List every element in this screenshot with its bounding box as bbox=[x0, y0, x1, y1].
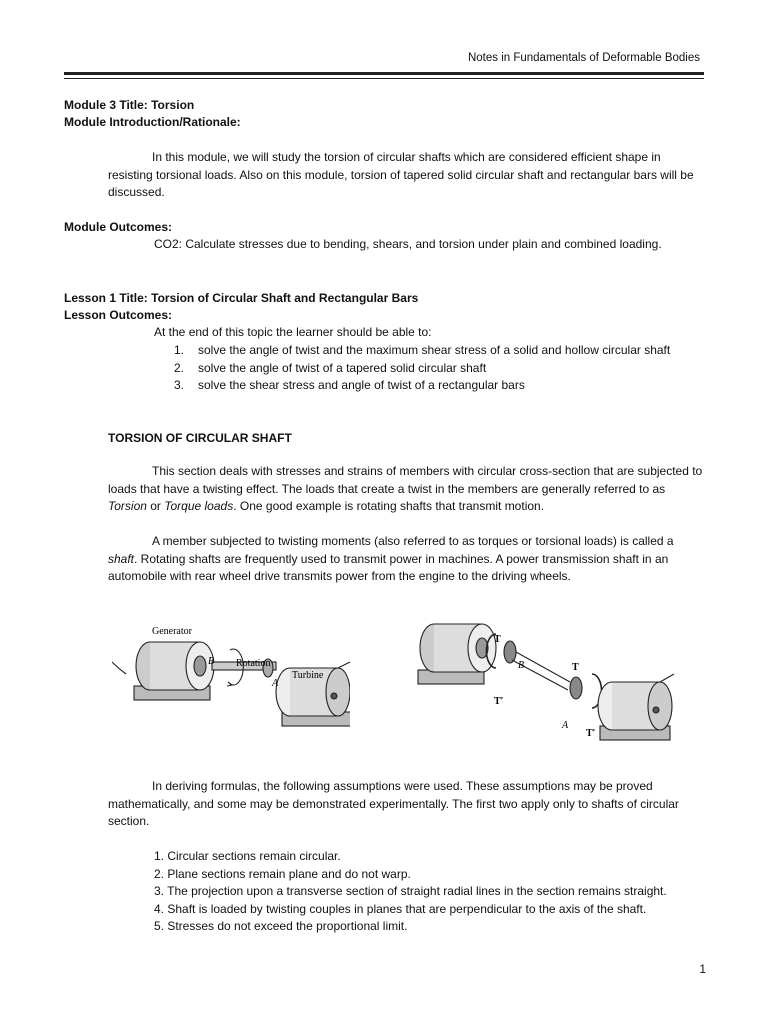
list-item: 1. Circular sections remain circular. bbox=[154, 849, 341, 863]
label-rotation: Rotation bbox=[236, 658, 271, 669]
lesson-outcome-list bbox=[174, 342, 670, 395]
term-torque-loads: Torque loads bbox=[164, 499, 234, 514]
list-item: 3. solve the shear stress and angle of twist of a rectangular bars bbox=[174, 378, 525, 392]
assumption-list bbox=[154, 848, 667, 936]
paragraph-torsion-intro: This section deals with stresses and strains of members with circular cross-section that are subjected to loads that have a twisting effect. The loads that create a twist in the members are generally referred to as Torsion or Torque loads. One good example is rotating shafts that transmit motion. bbox=[108, 464, 703, 514]
header-rule-thin bbox=[64, 78, 704, 79]
term-torsion: Torsion bbox=[108, 499, 147, 514]
label-torque-t1-prime: T′ bbox=[494, 696, 504, 707]
list-item: 5. Stresses do not exceed the proportional limit. bbox=[154, 919, 408, 933]
module-intro-heading: Module Introduction/Rationale: bbox=[64, 115, 241, 129]
header-rule-thick bbox=[64, 72, 704, 75]
label-b: B bbox=[208, 656, 215, 667]
module-intro-text: In this module, we will study the torsion of circular shafts which are considered efficient shape in resisting torsional loads. Also on this module, torsion of tapered solid circular shaft and rectangular bars will be discussed. bbox=[108, 150, 694, 200]
page-number: 1 bbox=[699, 962, 706, 976]
module-outcome-co2: CO2: Calculate stresses due to bending, shears, and torsion under plain and combined loading. bbox=[154, 237, 662, 251]
applied-torque-figure bbox=[412, 612, 684, 754]
label-torque-t2: T bbox=[572, 662, 579, 673]
label-torque-t2-prime: T′ bbox=[586, 728, 596, 739]
label-a: A bbox=[272, 678, 279, 689]
label-generator: Generator bbox=[152, 626, 192, 637]
label-turbine: Turbine bbox=[292, 670, 324, 681]
label-torque-t1: T bbox=[494, 634, 501, 645]
module-title: Module 3 Title: Torsion bbox=[64, 98, 195, 112]
list-item: 2. Plane sections remain plane and do not warp. bbox=[154, 866, 411, 881]
term-shaft: shaft bbox=[108, 551, 135, 566]
label-b: B bbox=[518, 660, 525, 671]
label-a: A bbox=[562, 720, 569, 731]
generator-turbine-figure bbox=[112, 612, 350, 754]
list-item: 1. solve the angle of twist and the maximum shear stress of a solid and hollow circular shaft bbox=[174, 343, 671, 357]
paragraph-shaft: A member subjected to twisting moments (also referred to as torques or torsional loads) is called a shaft. Rotating shafts are frequently used to transmit power in machines. A power transmission shaft in an automobile with rear wheel drive transmits power from the engine to the driving wheels. bbox=[108, 534, 674, 584]
list-item: 3. The projection upon a transverse section of straight radial lines in the section remains straight. bbox=[154, 884, 667, 898]
list-item: 2. solve the angle of twist of a tapered solid circular shaft bbox=[174, 360, 487, 375]
paragraph-assumptions-intro: In deriving formulas, the following assumptions were used. These assumptions may be proved mathematically, and some may be demonstrated experimentally. The first two apply only to shafts of circular section. bbox=[108, 779, 679, 829]
running-header: Notes in Fundamentals of Deformable Bodies bbox=[467, 52, 700, 64]
lesson-title: Lesson 1 Title: Torsion of Circular Shaft and Rectangular Bars bbox=[64, 291, 419, 305]
lesson-outcomes-intro: At the end of this topic the learner should be able to: bbox=[154, 325, 432, 339]
module-outcomes-heading: Module Outcomes: bbox=[64, 220, 173, 234]
list-item: 4. Shaft is loaded by twisting couples in planes that are perpendicular to the axis of the shaft. bbox=[154, 901, 647, 916]
section-heading: TORSION OF CIRCULAR SHAFT bbox=[108, 431, 292, 445]
lesson-outcomes-heading: Lesson Outcomes: bbox=[64, 308, 173, 322]
